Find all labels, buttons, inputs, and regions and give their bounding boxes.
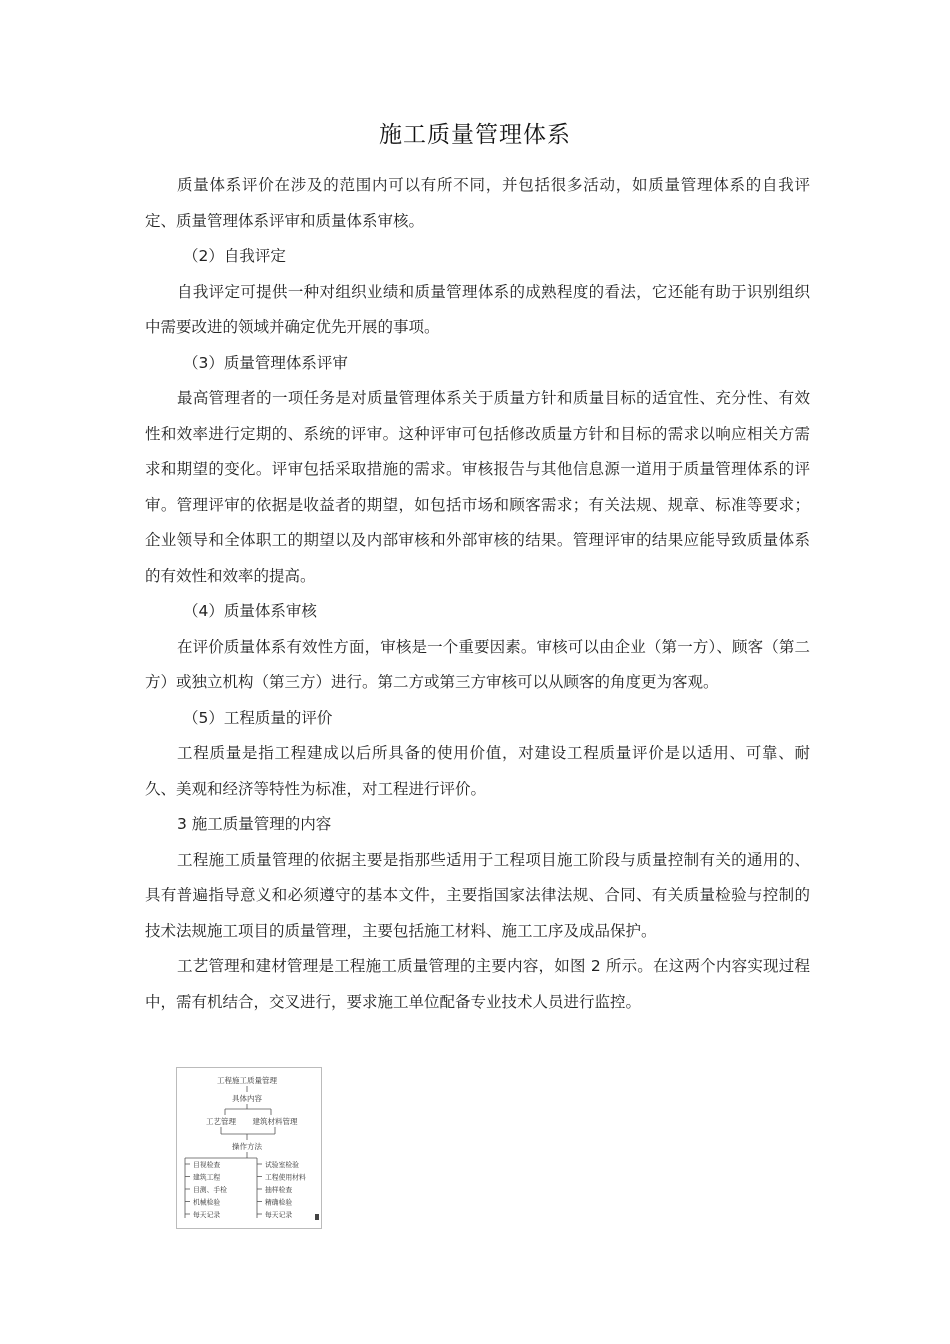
document-body bbox=[145, 168, 810, 1020]
body-paragraph: 工艺管理和建材管理是工程施工质量管理的主要内容，如图 2 所示。在这两个内容实现过程中，需有机结合，交叉进行，要求施工单位配备专业技术人员进行监控。 bbox=[145, 957, 810, 1011]
body-paragraph: 工程质量是指工程建成以后所具备的使用价值，对建设工程质量评价是以适用、可靠、耐久、美观和经济等特性为标准，对工程进行评价。 bbox=[145, 744, 810, 798]
flowchart-item: 建筑工程 bbox=[193, 1173, 221, 1182]
flowchart-item: 试验室检验 bbox=[265, 1161, 299, 1169]
flowchart-branch-left: 工艺管理 bbox=[206, 1117, 236, 1126]
section-heading: 3 施工质量管理的内容 bbox=[177, 815, 332, 833]
flowchart-root: 工程施工质量管理 bbox=[217, 1076, 277, 1085]
section-heading: （5）工程质量的评价 bbox=[183, 708, 333, 727]
body-paragraph: 质量体系评价在涉及的范围内可以有所不同，并包括很多活动，如质量管理体系的自我评定、质量管理体系评审和质量体系审核。 bbox=[145, 176, 810, 230]
flowchart-level2: 操作方法 bbox=[232, 1142, 262, 1151]
flowchart-item: 精确检验 bbox=[265, 1198, 293, 1207]
section-heading: （3）质量管理体系评审 bbox=[183, 353, 348, 372]
flowchart-item: 机械检验 bbox=[193, 1198, 221, 1207]
body-paragraph: 自我评定可提供一种对组织业绩和质量管理体系的成熟程度的看法，它还能有助于识别组织中需要改进的领域并确定优先开展的事项。 bbox=[145, 282, 810, 336]
flowchart-branch-right: 建筑材料管理 bbox=[252, 1117, 298, 1126]
section-heading: （2）自我评定 bbox=[183, 247, 286, 265]
flowchart-right-items bbox=[257, 1160, 306, 1219]
body-paragraph: 在评价质量体系有效性方面，审核是一个重要因素。审核可以由企业（第一方）、顾客（第二方）或独立机构（第三方）进行。第二方或第三方审核可以从顾客的角度更为客观。 bbox=[145, 637, 810, 691]
flowchart-item: 抽样检查 bbox=[265, 1186, 293, 1194]
flowchart-item: 每天记录 bbox=[193, 1211, 221, 1219]
body-paragraph: 工程施工质量管理的依据主要是指那些适用于工程项目施工阶段与质量控制有关的通用的、具有普遍指导意义和必须遵守的基本文件，主要指国家法律法规、合同、有关质量检验与控制的技术法规施工项目的质量管理，主要包括施工材料、施工工序及成品保护。 bbox=[145, 850, 810, 940]
body-paragraph: 最高管理者的一项任务是对质量管理体系关于质量方针和质量目标的适宜性、充分性、有效性和效率进行定期的、系统的评审。这种评审可包括修改质量方针和目标的需求以响应相关方需求和期望的变化。评审包括采取措施的需求。审核报告与其他信息源一道用于质量管理体系的评审。管理评审的依据是收益者的期望，如包括市场和顾客需求；有关法规、规章、标准等要求；企业领导和全体职工的期望以及内部审核和外部审核的结果。管理评审的结果应能导致质量体系的有效性和效率的提高。 bbox=[145, 389, 810, 585]
flowchart-left-items bbox=[185, 1160, 227, 1219]
figure-2-flowchart bbox=[176, 1067, 322, 1229]
flowchart-item: 工程使用材料 bbox=[265, 1173, 306, 1182]
flowchart-item: 目测、手检 bbox=[193, 1186, 227, 1194]
flowchart-svg bbox=[177, 1068, 321, 1228]
flowchart-level1: 具体内容 bbox=[232, 1094, 262, 1103]
section-heading: （4）质量体系审核 bbox=[183, 602, 317, 620]
document-title: 施工质量管理体系 bbox=[379, 122, 571, 148]
flowchart-item: 每天记录 bbox=[265, 1211, 293, 1219]
flowchart-item: 目视检查 bbox=[193, 1161, 221, 1169]
